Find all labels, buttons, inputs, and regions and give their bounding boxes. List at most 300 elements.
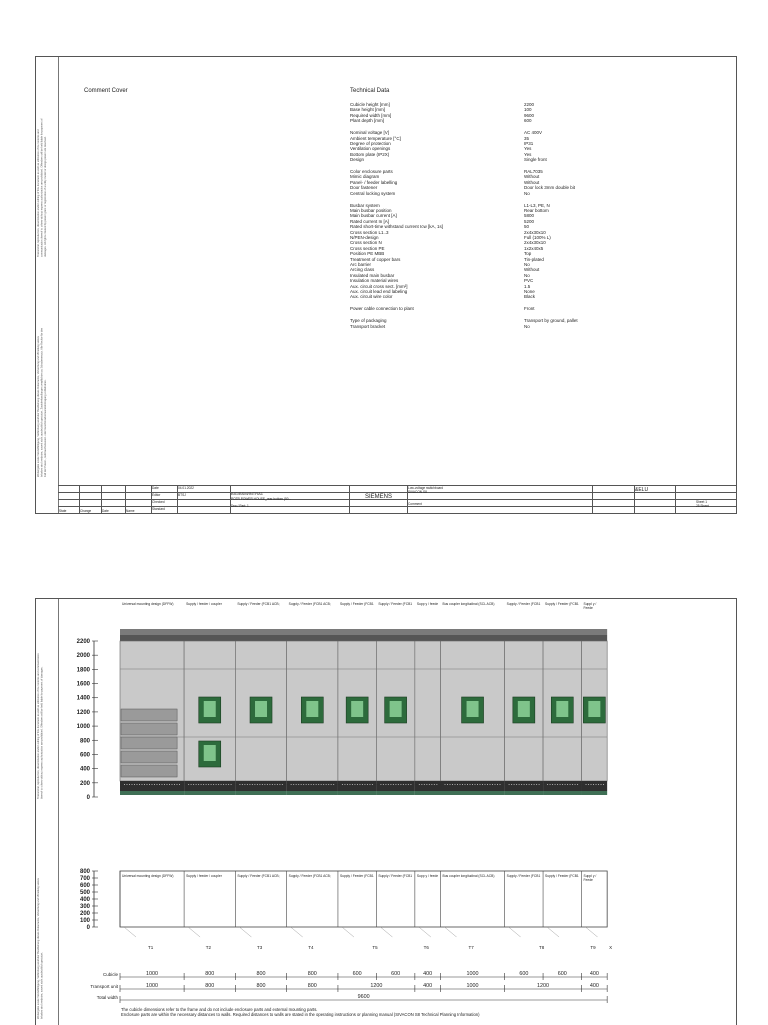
cubicle-plinth <box>120 791 184 795</box>
transport-dim-value: 1200 <box>537 983 550 989</box>
tech-value: Without <box>524 267 540 273</box>
terminal-dot <box>132 784 133 785</box>
tech-key: Aux. circuit cross sect. [mm²] <box>350 283 408 289</box>
col-change: Change <box>80 509 92 513</box>
terminal-dot <box>497 784 498 785</box>
terminal-dot <box>267 784 268 785</box>
tech-value: Yes <box>524 151 532 157</box>
terminal-dot <box>431 784 432 785</box>
cubicle-plinth <box>505 791 543 795</box>
height-tick-label: 1200 <box>76 709 90 716</box>
breaker-face <box>588 701 600 717</box>
terminal-dot <box>303 784 304 785</box>
terminal-dot <box>129 784 130 785</box>
plan-column-label: Supply / Feeder (FCB1 ACB; <box>237 874 280 878</box>
tech-value: 600 <box>524 118 532 124</box>
plan-column-label: Universal mounting design (DFFW) <box>122 874 174 878</box>
terminal-dot <box>529 784 530 785</box>
tech-value: Full (100% L) <box>524 234 551 240</box>
tech-key: Door fastener <box>350 185 378 191</box>
terminal-dot <box>218 784 219 785</box>
breaker-face <box>306 701 318 717</box>
terminal-dot <box>177 784 178 785</box>
tag-leader <box>188 927 200 937</box>
tech-value: 50 <box>524 224 530 230</box>
terminal-dot <box>480 784 481 785</box>
terminal-dot <box>500 784 501 785</box>
terminal-dot <box>359 784 360 785</box>
tag-leader <box>547 927 559 937</box>
terminal-dot <box>316 784 317 785</box>
depth-tick-label: 400 <box>79 897 90 903</box>
terminal-dot <box>516 784 517 785</box>
transport-dim-value: 1000 <box>146 983 159 989</box>
drawer-module <box>121 723 177 735</box>
breaker-face <box>518 701 530 717</box>
front-column-label: Supply / Feeder (FCB1 ACB; <box>288 602 331 606</box>
height-tick-label: 600 <box>79 752 90 759</box>
drawer-module <box>121 737 177 749</box>
cubicle-plinth <box>543 791 581 795</box>
plan-column-label: Supp y / feede <box>416 874 439 878</box>
plan-column-label: Supply / Feeder (FCB1 <box>378 874 413 878</box>
terminal-dot <box>344 784 345 785</box>
terminal-dot <box>172 784 173 785</box>
col-state: State <box>59 509 67 513</box>
terminal-dot <box>328 784 329 785</box>
tech-key: Rated short-time withstand current Icw [kA, 1s] <box>350 224 444 230</box>
terminal-dot <box>191 784 192 785</box>
terminal-dot <box>354 784 355 785</box>
terminal-dot <box>408 784 409 785</box>
height-tick-label: 800 <box>79 738 90 745</box>
terminal-dot <box>398 784 399 785</box>
end-marker: X <box>609 945 613 950</box>
terminal-dot <box>179 784 180 785</box>
cover-side-text-1: Transmittal, reproduction, dissemination and/or editing of this document as well as utilization of its contents and communication thereof to others without express authorization are prohibited. Offenders will be held liable for payment of damages. All rights created by patent grant or registration of a utility model or design patent are reserved. <box>37 118 47 257</box>
depth-tick-label: 700 <box>79 876 90 882</box>
tech-value: 1.5 <box>524 283 531 289</box>
front-column-label: Supply / Feeder (FCB1 <box>378 602 413 606</box>
transport-dim-value: 800 <box>205 983 215 989</box>
terminal-dot <box>239 784 240 785</box>
terminal-dot <box>244 784 245 785</box>
terminal-dot <box>460 784 461 785</box>
terminal-dot <box>124 784 125 785</box>
tag-leader <box>509 927 521 937</box>
terminal-dot <box>534 784 535 785</box>
tag-leader <box>342 927 354 937</box>
terminal-dot <box>429 784 430 785</box>
terminal-dot <box>424 784 425 785</box>
dimension-lines <box>120 971 607 1003</box>
terminal-dot <box>159 784 160 785</box>
tech-value: 2x4x30x10 <box>524 240 546 246</box>
transport-row-label: Transport unit <box>90 984 118 989</box>
terminal-dot <box>211 784 212 785</box>
tech-key: Bottom plate (IP2X) <box>350 151 390 157</box>
tech-value: AC 400V <box>524 130 543 136</box>
depth-tick-label: 600 <box>79 883 90 889</box>
editor-value: BTSJ <box>178 493 186 497</box>
total-dim-value: 9600 <box>357 994 370 1000</box>
terminal-dot <box>557 784 558 785</box>
terminal-dot <box>485 784 486 785</box>
cubicle-dim-value: 400 <box>423 971 433 977</box>
height-tick-label: 1800 <box>76 667 90 674</box>
terminal-dot <box>490 784 491 785</box>
tag-leader <box>124 927 136 937</box>
top-busbar <box>120 635 607 641</box>
terminal-dot <box>421 784 422 785</box>
terminal-dot <box>127 784 128 785</box>
front-column-label: Universal mounting design (DFFW) <box>122 602 174 606</box>
cover-side-strip <box>36 57 59 513</box>
terminal-dot <box>331 784 332 785</box>
tech-value: No <box>524 261 530 267</box>
terminal-dot <box>231 784 232 785</box>
terminal-dot <box>598 784 599 785</box>
cubicle-plinth <box>287 791 338 795</box>
terminal-dot <box>601 784 602 785</box>
cubicle-base <box>120 781 184 791</box>
cover-sheet <box>35 56 737 514</box>
terminal-dot <box>174 784 175 785</box>
tech-key: Cross section PE <box>350 245 385 251</box>
terminal-dot <box>536 784 537 785</box>
tech-value: Top <box>524 251 532 257</box>
cover-side-text-2: Weitergabe sowie Vervielfältigung, Verbreitung und/oder Bearbeitung dieses Dokuments, Verwertung und Mitteilung seines Inhaltes sind verboten, soweit nicht ausdrücklich gestattet. Zuwiderhandlungen verpflichten zu Schadenersatz. Alle Rechte für den Fall der Patent-, Gebrauchsmuster- oder Geschmacksmustereintragung vorbehalten. <box>37 327 47 477</box>
cubicle-dim-value: 600 <box>519 971 529 977</box>
terminal-dot <box>142 784 143 785</box>
tech-value: 100 <box>524 107 532 113</box>
transport-tag: T3 <box>257 945 263 950</box>
transport-dim-value: 800 <box>307 983 317 989</box>
terminal-dot <box>519 784 520 785</box>
cubicle-base <box>235 781 286 791</box>
terminal-dot <box>603 784 604 785</box>
transport-dim-value: 800 <box>256 983 266 989</box>
terminal-dot <box>455 784 456 785</box>
height-tick-label: 1600 <box>76 681 90 688</box>
tech-value: Without <box>524 174 540 180</box>
tech-key: Cubicle height [mm] <box>350 102 390 107</box>
terminal-dot <box>562 784 563 785</box>
terminal-dot <box>213 784 214 785</box>
terminal-dot <box>321 784 322 785</box>
terminal-dot <box>588 784 589 785</box>
terminal-dot <box>567 784 568 785</box>
cubicle-plinth <box>582 791 608 795</box>
plan-column-label: Supply / Feeder (FCB1 <box>545 874 579 878</box>
terminal-dot <box>495 784 496 785</box>
terminal-dot <box>426 784 427 785</box>
terminal-dot <box>352 784 353 785</box>
front-column-label: Supply / feeder / coupler <box>186 602 222 606</box>
tech-key: Rated current In [A] <box>350 218 390 224</box>
tag-leader <box>239 927 251 937</box>
depth-tick-label: 100 <box>79 918 90 924</box>
terminal-dot <box>152 784 153 785</box>
terminal-dot <box>277 784 278 785</box>
terminal-dot <box>362 784 363 785</box>
drawer-module <box>121 765 177 777</box>
plan-column-label: Supply / Feeder (FCB1 ACB; <box>288 874 331 878</box>
cubicle-dim-value: 800 <box>205 971 215 977</box>
layout-side-text-1: Transmittal, reproduction, dissemination and/or editing of this document as well as utilization of its contents and communication thereof to others without express authorization are prohibited. Offenders will be held liable for payment of damages. <box>37 653 44 799</box>
terminal-dot <box>137 784 138 785</box>
front-column-label: Bus coupler longitudinal (SCL ACB) <box>442 602 495 606</box>
terminal-dot <box>509 784 510 785</box>
transport-tag: T9 <box>590 945 596 950</box>
terminal-dot <box>403 784 404 785</box>
tech-value: Rear bottom <box>524 207 549 213</box>
date-label: Date <box>152 486 159 490</box>
note-1: The cubicle dimensions refer to the frame and do not include enclosure parts and external mounting parts. <box>121 1007 318 1012</box>
tech-value: PVC <box>524 278 534 284</box>
terminal-dot <box>313 784 314 785</box>
product-name: Low-voltage switchboard <box>408 486 444 490</box>
cubicle-base <box>582 781 608 791</box>
terminal-dot <box>470 784 471 785</box>
tech-value: IP31 <box>524 140 534 146</box>
breaker-face <box>351 701 363 717</box>
tech-value: Door lock 3mm double bit <box>524 185 576 191</box>
tech-key: Treatment of copper bars <box>350 256 401 262</box>
col-name: Name <box>126 509 135 513</box>
terminal-dot <box>550 784 551 785</box>
height-tick-label: 400 <box>79 766 90 773</box>
terminal-dot <box>198 784 199 785</box>
cubicle-plinth <box>376 791 414 795</box>
front-column-label: Supply / Feeder (FCB1 ACB; <box>237 602 280 606</box>
tech-key: N/PEN-design <box>350 234 379 240</box>
tech-value: Tin-plated <box>524 256 544 262</box>
tech-key: Degree of protection <box>350 140 391 146</box>
cubicle-base <box>543 781 581 791</box>
tech-key: Busbar system <box>350 202 380 208</box>
terminal-dot <box>565 784 566 785</box>
tech-key: Nominal voltage [V] <box>350 130 390 136</box>
terminal-dot <box>196 784 197 785</box>
top-cover <box>120 629 607 635</box>
terminal-dot <box>593 784 594 785</box>
terminal-dot <box>296 784 297 785</box>
tech-value: 1x2x40x5 <box>524 245 544 251</box>
date-value: 04.01.2022 <box>178 486 194 490</box>
plan-view <box>80 869 607 937</box>
terminal-dot <box>445 784 446 785</box>
transport-dim-value: 400 <box>423 983 433 989</box>
cubicle-plinth <box>338 791 376 795</box>
transport-tag: T8 <box>539 945 545 950</box>
tech-value: Without <box>524 179 540 185</box>
front-column-label: Supply / Feeder (FCB1 <box>506 602 541 606</box>
terminal-dot <box>164 784 165 785</box>
transport-tag: T4 <box>308 945 314 950</box>
tech-value: No <box>524 323 530 329</box>
terminal-dot <box>247 784 248 785</box>
cubicle-dim-value: 800 <box>307 971 317 977</box>
tech-key: Arcing class <box>350 267 375 273</box>
tech-value: Transport by ground, pallet <box>524 318 578 324</box>
terminal-dot <box>482 784 483 785</box>
terminal-dot <box>162 784 163 785</box>
terminal-dot <box>521 784 522 785</box>
project-sub: POTR POWER HOUSE_rear bottom (50... <box>231 497 292 501</box>
terminal-dot <box>252 784 253 785</box>
tech-key: Type of packaging <box>350 318 387 324</box>
terminal-dot <box>393 784 394 785</box>
layout-side-text-2: Weitergabe sowie Vervielfältigung, Verbreitung und/oder Bearbeitung dieses Dokuments, Verwertung und Mitteilung seines Inhaltes sind verboten, soweit nicht ausdrücklich gestattet. <box>37 878 44 1019</box>
terminal-dot <box>586 784 587 785</box>
col-date: Date <box>102 509 109 513</box>
terminal-dot <box>555 784 556 785</box>
terminal-dot <box>570 784 571 785</box>
tech-key: Plant depth [mm] <box>350 118 385 124</box>
tech-key: Cross section L1..3 <box>350 229 389 235</box>
tech-key: Insulation material wires <box>350 278 399 284</box>
terminal-dot <box>467 784 468 785</box>
terminal-dot <box>405 784 406 785</box>
terminal-dot <box>306 784 307 785</box>
cubicle-panel <box>415 641 441 781</box>
height-tick-label: 2000 <box>76 653 90 660</box>
terminal-dot <box>264 784 265 785</box>
terminal-dot <box>447 784 448 785</box>
cubicle-dim-value: 1000 <box>146 971 159 977</box>
terminal-dot <box>169 784 170 785</box>
terminal-dot <box>226 784 227 785</box>
terminal-dot <box>147 784 148 785</box>
terminal-dot <box>514 784 515 785</box>
terminal-dot <box>395 784 396 785</box>
cubicle-base <box>415 781 441 791</box>
front-view <box>77 629 608 801</box>
tech-value: No <box>524 190 530 196</box>
terminal-dot <box>596 784 597 785</box>
company-logo: SIEMENS <box>364 494 392 500</box>
terminal-dot <box>206 784 207 785</box>
cubicle-plinth <box>415 791 441 795</box>
terminal-dot <box>388 784 389 785</box>
project-name: BIG/BSM/INTRA1 <box>231 491 264 496</box>
terminal-dot <box>228 784 229 785</box>
tech-value: L1-L3, PE, N <box>524 202 550 208</box>
tag-leader <box>586 927 598 937</box>
terminal-dot <box>380 784 381 785</box>
product-sub: SIVACON S8 <box>408 490 427 494</box>
terminal-dot <box>349 784 350 785</box>
tag-leader <box>445 927 457 937</box>
drawer-module <box>121 751 177 763</box>
terminal-dot <box>552 784 553 785</box>
depth-tick-label: 300 <box>79 904 90 910</box>
cubicle-base <box>505 781 543 791</box>
tech-key: Panel- / feeder labelling <box>350 179 398 185</box>
terminal-dot <box>216 784 217 785</box>
terminal-dot <box>364 784 365 785</box>
front-column-label: Supply / Feeder (FCB1 <box>545 602 579 606</box>
terminal-dot <box>139 784 140 785</box>
tech-value: None <box>524 288 535 294</box>
notes <box>121 1007 480 1017</box>
terminal-dot <box>367 784 368 785</box>
terminal-dot <box>492 784 493 785</box>
tech-value: RAL7035 <box>524 169 543 174</box>
terminal-dot <box>575 784 576 785</box>
terminal-dot <box>269 784 270 785</box>
breaker-face <box>255 701 267 717</box>
terminal-dot <box>282 784 283 785</box>
plan-column-label: Supply / Feeder (FCB1 <box>506 874 541 878</box>
sheet-label: Sheet 1 <box>696 500 707 504</box>
terminal-dot <box>157 784 158 785</box>
terminal-dot <box>201 784 202 785</box>
transport-dim-value: 1000 <box>466 983 479 989</box>
terminal-dot <box>390 784 391 785</box>
plan-column-label: Supply / Feeder (FCB1 <box>339 874 374 878</box>
depth-tick-label: 800 <box>79 869 90 875</box>
terminal-dot <box>193 784 194 785</box>
depth-tick-label: 200 <box>79 911 90 917</box>
terminal-dot <box>475 784 476 785</box>
breaker-face <box>390 701 402 717</box>
terminal-dot <box>539 784 540 785</box>
terminal-dot <box>249 784 250 785</box>
transport-tag: T2 <box>205 945 211 950</box>
front-column-label: Supply / Feeder (FCB1 <box>339 602 374 606</box>
type-label: Comment <box>408 502 422 506</box>
drawer-module <box>121 709 177 721</box>
transport-tag: T6 <box>423 945 429 950</box>
terminal-dot <box>347 784 348 785</box>
terminal-dot <box>311 784 312 785</box>
terminal-dot <box>144 784 145 785</box>
terminal-dot <box>149 784 150 785</box>
cubicle-base <box>441 781 505 791</box>
transport-tag: T5 <box>372 945 378 950</box>
cubicle-dim-value: 400 <box>589 971 599 977</box>
terminal-dot <box>167 784 168 785</box>
terminal-dot <box>410 784 411 785</box>
tech-key: Color enclosure parts <box>350 169 393 174</box>
depth-tick-label: 0 <box>86 925 90 931</box>
terminal-dot <box>524 784 525 785</box>
checked-label: Checked <box>152 500 165 504</box>
terminal-dot <box>242 784 243 785</box>
terminal-dot <box>308 784 309 785</box>
terminal-dot <box>511 784 512 785</box>
transport-tag: T1 <box>148 945 154 950</box>
transport-tag: T7 <box>468 945 474 950</box>
tech-key: Arc barrier <box>350 261 372 267</box>
front-column-label: Suppl y / Feede <box>583 602 597 610</box>
cubicle-base <box>376 781 414 791</box>
tech-key: Base height [mm] <box>350 107 386 113</box>
terminal-dot <box>385 784 386 785</box>
terminal-dot <box>526 784 527 785</box>
height-tick-label: 1000 <box>76 724 90 731</box>
tag-leader <box>291 927 303 937</box>
depth-tick-label: 500 <box>79 890 90 896</box>
terminal-dot <box>318 784 319 785</box>
tag-leader <box>380 927 392 937</box>
cubicle-dim-value: 600 <box>352 971 362 977</box>
terminal-dot <box>560 784 561 785</box>
terminal-dot <box>154 784 155 785</box>
terminal-dot <box>577 784 578 785</box>
